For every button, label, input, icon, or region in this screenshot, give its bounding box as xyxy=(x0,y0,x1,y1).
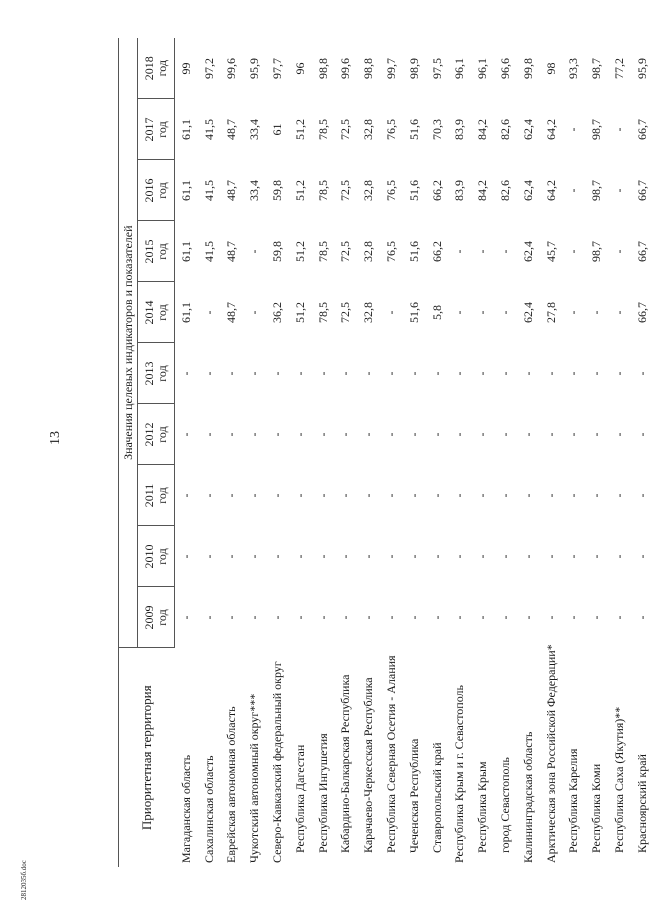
indicators-table xyxy=(118,38,654,867)
indicator-value-2015: - xyxy=(247,249,262,254)
indicator-value-2012: - xyxy=(247,432,262,437)
territory-name: Чукотский автономный округ*** xyxy=(247,693,262,863)
page-number: 13 xyxy=(48,431,63,445)
table-row xyxy=(563,38,586,867)
indicator-value-2018: 99,6 xyxy=(338,57,353,79)
indicator-value-2015: 78,5 xyxy=(315,241,330,262)
indicator-value-2010: - xyxy=(201,554,216,559)
indicator-value-2015: - xyxy=(452,249,467,254)
indicator-value-2015: 66,7 xyxy=(634,241,649,262)
table-row xyxy=(312,38,335,867)
indicator-value-2009: - xyxy=(475,615,490,620)
indicator-value-2016: 76,5 xyxy=(384,180,399,201)
indicator-value-2010: - xyxy=(292,554,307,559)
indicator-value-2018: 95,9 xyxy=(247,57,262,79)
indicator-value-2010: - xyxy=(361,554,376,559)
indicator-value-2010: - xyxy=(247,554,262,559)
indicator-value-2009: - xyxy=(201,615,216,620)
indicator-value-2017: - xyxy=(566,127,581,132)
table-row xyxy=(289,38,312,867)
table-body xyxy=(175,38,654,867)
indicator-value-2016: 61,1 xyxy=(178,180,193,201)
indicator-value-2015: - xyxy=(612,249,627,254)
indicator-value-2017: 72,5 xyxy=(338,119,353,140)
indicator-value-2015: 32,8 xyxy=(361,241,376,262)
year-label: 2014 xyxy=(142,300,157,325)
year-unit-label: год xyxy=(155,182,169,199)
territory-name: Республика Коми xyxy=(589,763,604,853)
indicator-value-2009: - xyxy=(224,615,239,620)
table-row xyxy=(243,38,266,867)
indicator-value-2013: - xyxy=(475,371,490,376)
indicator-value-2011: - xyxy=(429,493,444,498)
table-row xyxy=(380,38,403,867)
indicator-value-2012: - xyxy=(634,432,649,437)
indicator-value-2011: - xyxy=(406,493,421,498)
indicator-value-2018: 93,3 xyxy=(566,57,581,79)
indicator-value-2012: - xyxy=(475,432,490,437)
indicator-value-2014: 5,8 xyxy=(429,305,444,320)
year-label: 2012 xyxy=(142,422,157,447)
year-unit-label: год xyxy=(155,487,169,504)
indicator-value-2009: - xyxy=(520,615,535,620)
indicator-value-2018: 95,9 xyxy=(634,57,649,79)
indicator-value-2010: - xyxy=(543,554,558,559)
indicator-value-2017: 61,1 xyxy=(178,119,193,140)
territory-name: Республика Карелия xyxy=(566,748,581,853)
indicator-value-2015: 51,2 xyxy=(292,241,307,262)
table-row xyxy=(403,38,426,867)
indicator-value-2009: - xyxy=(247,615,262,620)
territory-name: Республика Крым и г. Севастополь xyxy=(452,684,467,863)
indicator-value-2010: - xyxy=(406,554,421,559)
indicator-value-2017: 84,2 xyxy=(475,119,490,140)
table-row xyxy=(517,38,540,867)
year-label: 2016 xyxy=(142,178,157,203)
indicator-value-2014: - xyxy=(201,310,216,315)
year-header-2017 xyxy=(138,99,175,160)
indicator-value-2011: - xyxy=(247,493,262,498)
indicator-value-2013: - xyxy=(384,371,399,376)
indicator-value-2013: - xyxy=(406,371,421,376)
indicator-value-2014: 27,8 xyxy=(543,302,558,323)
indicator-value-2017: 98,7 xyxy=(589,119,604,140)
indicator-value-2018: 97,2 xyxy=(201,57,216,79)
indicator-value-2014: 78,5 xyxy=(315,302,330,323)
indicator-value-2011: - xyxy=(338,493,353,498)
indicator-value-2014: - xyxy=(384,310,399,315)
indicator-value-2012: - xyxy=(292,432,307,437)
indicator-value-2014: 72,5 xyxy=(338,302,353,323)
indicator-value-2010: - xyxy=(224,554,239,559)
indicator-value-2016: 82,6 xyxy=(498,180,513,201)
territory-name: Арктическая зона Российской Федерации* xyxy=(543,644,558,863)
indicator-value-2009: - xyxy=(384,615,399,620)
year-unit-label: год xyxy=(155,609,169,626)
territory-name: Красноярский край xyxy=(634,754,649,853)
indicator-value-2011: - xyxy=(224,493,239,498)
indicator-value-2009: - xyxy=(338,615,353,620)
territory-name: город Севастополь xyxy=(498,757,513,853)
indicator-value-2013: - xyxy=(520,371,535,376)
indicator-value-2012: - xyxy=(361,432,376,437)
indicator-value-2018: 96,1 xyxy=(475,57,490,79)
indicator-value-2015: 41,5 xyxy=(201,241,216,262)
indicator-value-2015: - xyxy=(498,249,513,254)
indicator-value-2018: 98,8 xyxy=(361,57,376,79)
indicator-value-2013: - xyxy=(178,371,193,376)
indicator-value-2014: 51,6 xyxy=(406,302,421,323)
indicator-value-2012: - xyxy=(566,432,581,437)
year-label: 2015 xyxy=(142,239,157,264)
year-unit-label: год xyxy=(155,426,169,443)
indicator-value-2012: - xyxy=(270,432,285,437)
indicator-value-2015: 66,2 xyxy=(429,241,444,262)
table-row xyxy=(335,38,358,867)
indicator-value-2017: 76,5 xyxy=(384,119,399,140)
indicator-value-2012: - xyxy=(178,432,193,437)
indicator-value-2012: - xyxy=(315,432,330,437)
indicator-value-2015: 59,8 xyxy=(270,241,285,262)
territory-name: Чеченская Республика xyxy=(406,738,421,853)
year-unit-label: год xyxy=(155,243,169,260)
indicator-value-2010: - xyxy=(612,554,627,559)
indicator-value-2011: - xyxy=(452,493,467,498)
indicator-value-2010: - xyxy=(178,554,193,559)
indicator-value-2011: - xyxy=(543,493,558,498)
table-row xyxy=(494,38,517,867)
indicator-value-2016: 59,8 xyxy=(270,180,285,201)
indicator-value-2013: - xyxy=(292,371,307,376)
indicator-value-2010: - xyxy=(429,554,444,559)
indicator-value-2015: 61,1 xyxy=(178,241,193,262)
indicator-value-2017: 51,2 xyxy=(292,119,307,140)
indicator-value-2017: 33,4 xyxy=(247,119,262,140)
territory-column-header: Приоритетная территория xyxy=(119,648,175,867)
indicator-value-2018: 99,7 xyxy=(384,57,399,79)
year-unit-label: год xyxy=(155,60,169,77)
indicator-value-2017: - xyxy=(612,127,627,132)
indicator-value-2015: 45,7 xyxy=(543,241,558,262)
territory-name: Еврейская автономная область xyxy=(224,706,239,863)
year-header-2009 xyxy=(138,587,175,648)
indicator-value-2009: - xyxy=(361,615,376,620)
indicator-value-2016: 72,5 xyxy=(338,180,353,201)
indicator-value-2014: 32,8 xyxy=(361,302,376,323)
year-label: 2018 xyxy=(142,56,157,81)
indicator-value-2016: 78,5 xyxy=(315,180,330,201)
indicator-value-2018: 96,6 xyxy=(498,57,513,79)
indicator-value-2009: - xyxy=(315,615,330,620)
indicator-value-2009: - xyxy=(292,615,307,620)
indicator-value-2009: - xyxy=(589,615,604,620)
indicator-value-2013: - xyxy=(338,371,353,376)
indicator-value-2009: - xyxy=(498,615,513,620)
year-label: 2009 xyxy=(142,605,157,630)
territory-name: Республика Крым xyxy=(475,761,490,853)
indicator-value-2015: 48,7 xyxy=(224,241,239,262)
indicator-value-2016: 84,2 xyxy=(475,180,490,201)
indicator-value-2010: - xyxy=(475,554,490,559)
indicator-value-2015: - xyxy=(475,249,490,254)
indicator-value-2009: - xyxy=(612,615,627,620)
year-header-2015 xyxy=(138,221,175,282)
indicator-value-2011: - xyxy=(612,493,627,498)
year-unit-label: год xyxy=(155,548,169,565)
indicator-value-2013: - xyxy=(566,371,581,376)
territory-name: Республика Саха (Якутия)** xyxy=(612,706,627,853)
indicator-value-2012: - xyxy=(406,432,421,437)
indicator-value-2018: 99,6 xyxy=(224,57,239,79)
indicator-value-2012: - xyxy=(543,432,558,437)
indicator-value-2011: - xyxy=(292,493,307,498)
indicator-value-2015: 72,5 xyxy=(338,241,353,262)
indicator-value-2013: - xyxy=(201,371,216,376)
territory-name: Республика Северная Осетия - Алания xyxy=(384,655,399,853)
indicator-value-2012: - xyxy=(589,432,604,437)
indicator-value-2013: - xyxy=(315,371,330,376)
indicator-value-2016: 64,2 xyxy=(543,180,558,201)
year-header-2014 xyxy=(138,282,175,343)
year-unit-label: год xyxy=(155,304,169,321)
indicator-value-2011: - xyxy=(315,493,330,498)
year-unit-label: год xyxy=(155,365,169,382)
indicator-value-2014: 48,7 xyxy=(224,302,239,323)
document-filename: 2812035б.doc xyxy=(20,860,28,900)
indicator-value-2012: - xyxy=(429,432,444,437)
table-row xyxy=(449,38,472,867)
indicator-value-2012: - xyxy=(201,432,216,437)
indicator-value-2018: 98,7 xyxy=(589,57,604,79)
indicator-value-2016: - xyxy=(566,188,581,193)
indicator-value-2011: - xyxy=(520,493,535,498)
indicator-value-2016: 62,4 xyxy=(520,180,535,201)
indicator-value-2014: - xyxy=(247,310,262,315)
table-row xyxy=(426,38,449,867)
indicator-value-2018: 99 xyxy=(178,62,193,75)
indicator-value-2017: 41,5 xyxy=(201,119,216,140)
indicator-value-2014: - xyxy=(612,310,627,315)
indicator-value-2017: 48,7 xyxy=(224,119,239,140)
indicator-value-2010: - xyxy=(452,554,467,559)
year-header-2016 xyxy=(138,160,175,221)
year-header-2012 xyxy=(138,404,175,465)
indicators-group-header: Значения целевых индикаторов и показателей xyxy=(119,38,138,648)
indicator-value-2010: - xyxy=(384,554,399,559)
indicator-value-2010: - xyxy=(498,554,513,559)
table-row xyxy=(198,38,221,867)
indicator-value-2016: 32,8 xyxy=(361,180,376,201)
table-row xyxy=(471,38,494,867)
indicator-value-2011: - xyxy=(178,493,193,498)
indicator-value-2016: - xyxy=(612,188,627,193)
indicator-value-2017: 82,6 xyxy=(498,119,513,140)
indicator-value-2016: 33,4 xyxy=(247,180,262,201)
indicator-value-2009: - xyxy=(543,615,558,620)
year-header-2011 xyxy=(138,465,175,526)
indicator-value-2014: 61,1 xyxy=(178,302,193,323)
territory-name: Калининградская область xyxy=(520,731,535,863)
indicator-value-2016: 83,9 xyxy=(452,180,467,201)
indicator-value-2010: - xyxy=(566,554,581,559)
indicator-value-2015: 76,5 xyxy=(384,241,399,262)
year-header-2010 xyxy=(138,526,175,587)
indicator-value-2018: 98 xyxy=(543,62,558,75)
indicator-value-2012: - xyxy=(498,432,513,437)
territory-name: Сахалинская область xyxy=(201,755,216,863)
indicator-value-2013: - xyxy=(247,371,262,376)
indicator-value-2016: 66,7 xyxy=(634,180,649,201)
indicator-value-2013: - xyxy=(634,371,649,376)
indicator-value-2009: - xyxy=(634,615,649,620)
indicator-value-2012: - xyxy=(452,432,467,437)
indicator-value-2010: - xyxy=(270,554,285,559)
indicator-value-2011: - xyxy=(270,493,285,498)
indicator-value-2012: - xyxy=(338,432,353,437)
indicator-value-2014: - xyxy=(452,310,467,315)
indicator-value-2012: - xyxy=(612,432,627,437)
indicator-value-2012: - xyxy=(224,432,239,437)
indicator-value-2011: - xyxy=(361,493,376,498)
indicator-value-2018: 96 xyxy=(292,62,307,75)
indicator-value-2015: 98,7 xyxy=(589,241,604,262)
indicator-value-2018: 96,1 xyxy=(452,57,467,79)
indicator-value-2017: 66,7 xyxy=(634,119,649,140)
table-row xyxy=(631,38,654,867)
table-row xyxy=(585,38,608,867)
year-label: 2011 xyxy=(142,483,157,508)
indicator-value-2016: 98,7 xyxy=(589,180,604,201)
indicator-value-2014: 51,2 xyxy=(292,302,307,323)
indicator-value-2016: 51,6 xyxy=(406,180,421,201)
indicator-value-2013: - xyxy=(361,371,376,376)
indicator-value-2010: - xyxy=(589,554,604,559)
indicator-value-2011: - xyxy=(634,493,649,498)
indicator-value-2010: - xyxy=(315,554,330,559)
indicator-value-2017: 61 xyxy=(270,123,285,136)
territory-name: Республика Ингушетия xyxy=(315,733,330,853)
table-row xyxy=(175,38,198,867)
indicator-value-2017: 51,6 xyxy=(406,119,421,140)
indicator-value-2011: - xyxy=(475,493,490,498)
indicator-value-2018: 99,8 xyxy=(520,57,535,79)
indicator-value-2010: - xyxy=(338,554,353,559)
year-label: 2013 xyxy=(142,361,157,386)
indicator-value-2009: - xyxy=(452,615,467,620)
indicator-value-2013: - xyxy=(270,371,285,376)
indicator-value-2009: - xyxy=(429,615,444,620)
indicator-value-2014: - xyxy=(589,310,604,315)
indicator-value-2013: - xyxy=(612,371,627,376)
indicator-value-2017: 70,3 xyxy=(429,119,444,140)
territory-name: Ставропольский край xyxy=(429,742,444,853)
indicator-value-2011: - xyxy=(384,493,399,498)
table-row xyxy=(608,38,631,867)
indicator-value-2009: - xyxy=(178,615,193,620)
indicator-value-2014: 62,4 xyxy=(520,302,535,323)
indicator-value-2015: 62,4 xyxy=(520,241,535,262)
indicator-value-2011: - xyxy=(566,493,581,498)
indicator-value-2013: - xyxy=(224,371,239,376)
indicator-value-2014: - xyxy=(475,310,490,315)
indicator-value-2011: - xyxy=(589,493,604,498)
indicator-value-2015: - xyxy=(566,249,581,254)
indicator-value-2018: 98,8 xyxy=(315,57,330,79)
indicator-value-2017: 62,4 xyxy=(520,119,535,140)
indicator-value-2009: - xyxy=(406,615,421,620)
indicator-value-2016: 48,7 xyxy=(224,180,239,201)
indicator-value-2009: - xyxy=(566,615,581,620)
indicator-value-2017: 64,2 xyxy=(543,119,558,140)
indicator-value-2017: 32,8 xyxy=(361,119,376,140)
year-header-2013 xyxy=(138,343,175,404)
indicator-value-2017: 83,9 xyxy=(452,119,467,140)
indicator-value-2013: - xyxy=(429,371,444,376)
table-row xyxy=(357,38,380,867)
indicator-value-2014: - xyxy=(566,310,581,315)
table-row xyxy=(221,38,244,867)
territory-name: Северо-Кавказский федеральный округ xyxy=(270,661,285,863)
year-unit-label: год xyxy=(155,121,169,138)
indicator-value-2018: 77,2 xyxy=(612,57,627,79)
indicator-value-2016: 51,2 xyxy=(292,180,307,201)
year-header-2018 xyxy=(138,38,175,99)
indicator-value-2014: 66,7 xyxy=(634,302,649,323)
indicator-value-2016: 41,5 xyxy=(201,180,216,201)
year-label: 2017 xyxy=(142,117,157,142)
territory-name: Карачаево-Черкесская Республика xyxy=(361,677,376,853)
indicator-value-2010: - xyxy=(520,554,535,559)
indicator-value-2011: - xyxy=(498,493,513,498)
territory-name: Магаданская область xyxy=(178,754,193,863)
indicator-value-2014: 36,2 xyxy=(270,302,285,323)
indicator-value-2013: - xyxy=(452,371,467,376)
territory-name: Республика Дагестан xyxy=(292,744,307,853)
indicator-value-2012: - xyxy=(384,432,399,437)
indicator-value-2013: - xyxy=(498,371,513,376)
table-row xyxy=(266,38,289,867)
indicator-value-2018: 98,9 xyxy=(406,57,421,79)
indicator-value-2018: 97,5 xyxy=(429,57,444,79)
indicator-value-2009: - xyxy=(270,615,285,620)
rotated-table-container xyxy=(118,38,649,867)
indicator-value-2018: 97,7 xyxy=(270,57,285,79)
indicator-value-2010: - xyxy=(634,554,649,559)
indicator-value-2015: 51,6 xyxy=(406,241,421,262)
indicator-value-2011: - xyxy=(201,493,216,498)
indicator-value-2013: - xyxy=(543,371,558,376)
indicator-value-2016: 66,2 xyxy=(429,180,444,201)
indicator-value-2017: 78,5 xyxy=(315,119,330,140)
territory-name: Кабардино-Балкарская Республика xyxy=(338,674,353,853)
table-row xyxy=(540,38,563,867)
indicator-value-2012: - xyxy=(520,432,535,437)
year-label: 2010 xyxy=(142,544,157,569)
indicator-value-2013: - xyxy=(589,371,604,376)
indicator-value-2014: - xyxy=(498,310,513,315)
